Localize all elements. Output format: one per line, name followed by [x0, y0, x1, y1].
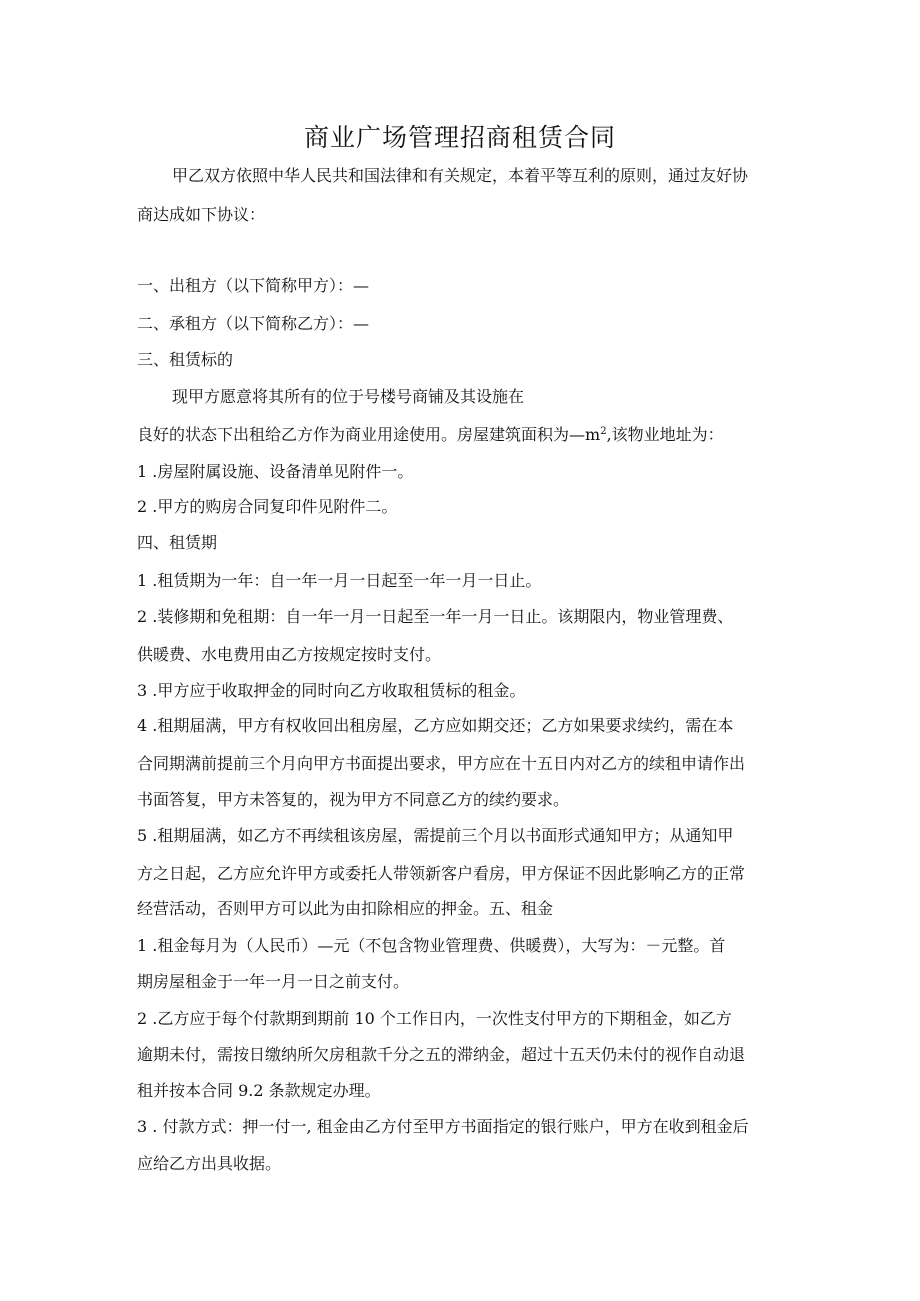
- section-4-item-2-line-2: 供暖费、水电费用由乙方按规定按时支付。: [137, 645, 442, 664]
- section-3-item-2: 2 .甲方的购房合同复印件见附件二。: [137, 497, 398, 516]
- section-4-item-4-line-2: 合同期满前提前三个月向甲方书面提出要求，甲方应在十五日内对乙方的续租申请作出: [137, 754, 746, 773]
- section-5-item-2-line-2: 逾期未付，需按日缴纳所欠房租款千分之五的滞纳金，超过十五天仍未付的视作自动退: [137, 1045, 746, 1064]
- section-3-para-line-2: [137, 425, 797, 445]
- section-4-item-2-line-1: 2 .装修期和免租期：自一年一月一日起至一年一月一日止。该期限内，物业管理费、: [137, 607, 734, 626]
- section-5-item-3-line-2: 应给乙方出具收据。: [137, 1154, 282, 1173]
- section-5-item-3-line-1: 3 . 付款方式：押一付一, 租金由乙方付至甲方书面指定的银行账户，甲方在收到租金后: [137, 1117, 749, 1136]
- intro-line-1: 甲乙双方依照中华人民共和国法律和有关规定，本着平等互利的原则，通过友好协: [172, 166, 749, 185]
- section-4-item-4-line-3: 书面答复，甲方未答复的，视为甲方不同意乙方的续约要求。: [137, 790, 570, 809]
- section-3-item-1: 1 .房屋附属设施、设备清单见附件一。: [137, 462, 414, 481]
- section-3-para-line-1: 现甲方愿意将其所有的位于号楼号商铺及其设施在: [172, 387, 525, 406]
- section-4-item-3-line-1: 3 .甲方应于收取押金的同时向乙方收取租赁标的租金。: [137, 681, 526, 700]
- section-4-item-5-line-1: 5 .租期届满，如乙方不再续租该房屋，需提前三个月以书面形式通知甲方；从通知甲: [137, 826, 734, 845]
- section-5-item-2-line-3: 租并按本合同 9.2 条款规定办理。: [137, 1081, 381, 1100]
- section-5-item-2-line-1: 2 .乙方应于每个付款期到期前 10 个工作日内，一次性支付甲方的下期租金，如乙方: [137, 1009, 732, 1028]
- section-4-item-5-line-3: 经营活动，否则甲方可以此为由扣除相应的押金。五、租金: [137, 899, 554, 918]
- section-4-item-5-line-2: 方之日起，乙方应允许甲方或委托人带领新客户看房，甲方保证不因此影响乙方的正常: [137, 864, 746, 883]
- intro-line-2: 商达成如下协议：: [137, 205, 266, 224]
- document-title: 商业广场管理招商租赁合同: [303, 123, 616, 152]
- area-text: 良好的状态下出租给乙方作为商业用途使用。房屋建筑面积为—m: [137, 425, 601, 444]
- address-text: ,该物业地址为：: [606, 425, 724, 444]
- section-5-item-1-line-2: 期房屋租金于一年一月一日之前支付。: [137, 972, 410, 991]
- section-1-lessor: 一、出租方（以下简称甲方）：—: [137, 276, 370, 295]
- section-4-item-4-line-1: 4 .租期届满，甲方有权收回出租房屋，乙方应如期交还；乙方如果要求续约，需在本: [137, 716, 734, 735]
- section-5-item-1-line-1: 1 .租金每月为（人民币）—元（不包含物业管理费、供暖费），大写为：－元整。首: [137, 936, 726, 955]
- section-4-item-1-line-1: 1 .租赁期为一年：自一年一月一日起至一年一月一日止。: [137, 571, 542, 590]
- section-4-heading: 四、租赁期: [137, 533, 218, 552]
- section-2-lessee: 二、承租方（以下简称乙方）：—: [137, 314, 370, 333]
- area-unit-superscript: 2: [600, 426, 607, 437]
- section-3-heading: 三、租赁标的: [137, 350, 234, 369]
